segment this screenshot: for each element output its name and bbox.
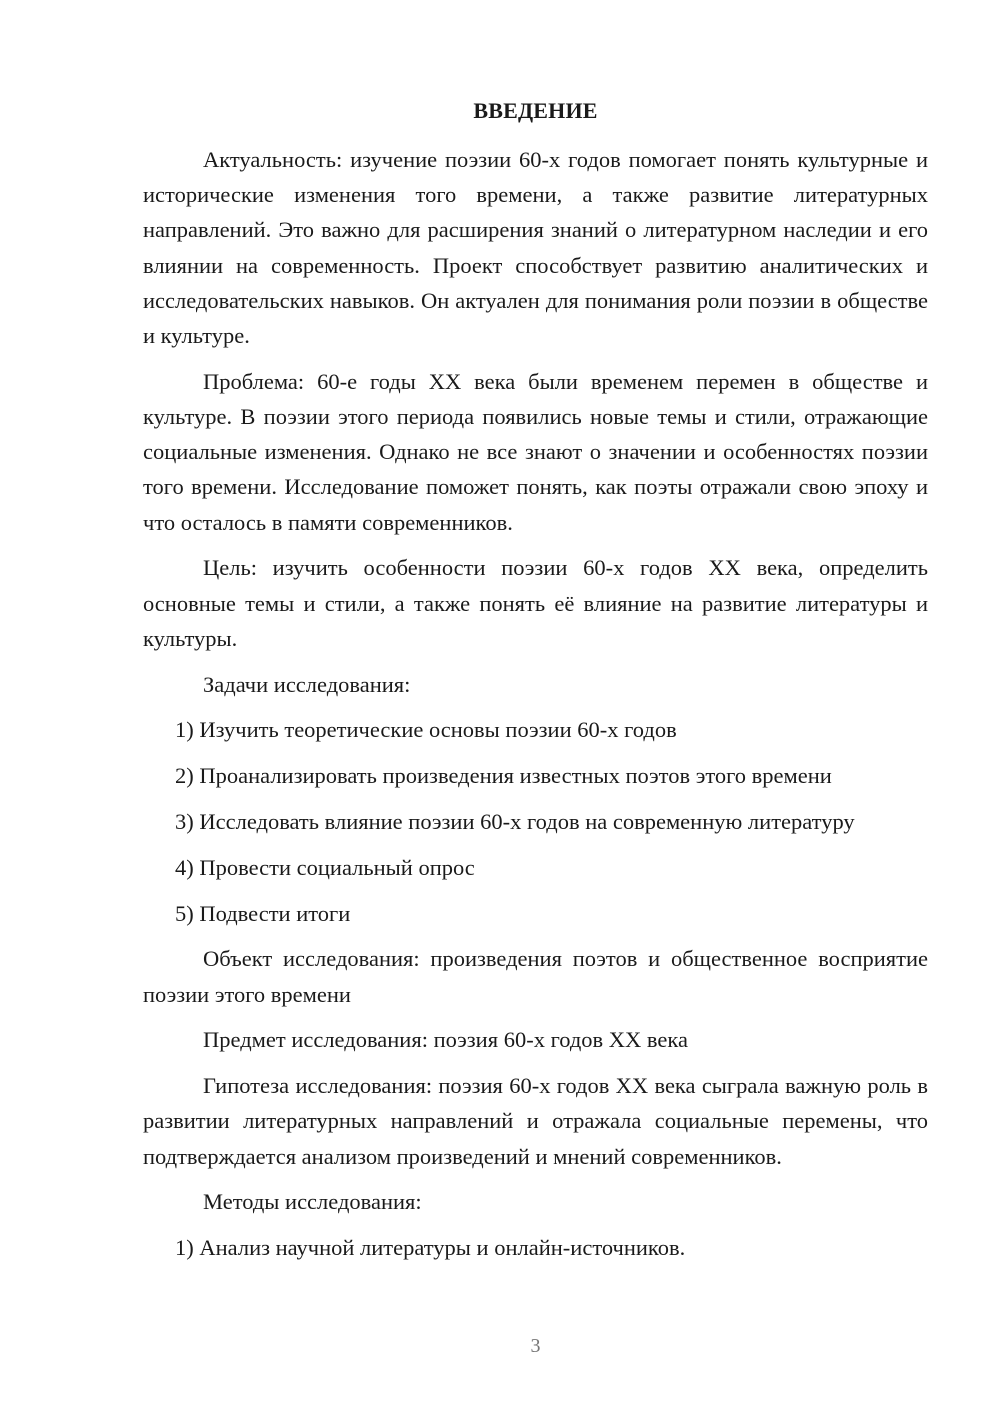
task-item: 1) Изучить теоретические основы поэзии 60-х годов [175,717,677,743]
goal-paragraph: Цель: изучить особенности поэзии 60-х годов XX века, определить основные темы и стили, а также понять её влияние на развитие литературы и культуры. [143,555,928,651]
section-heading: ВВЕДЕНИЕ [473,98,598,123]
subject-paragraph: Предмет исследования: поэзия 60-х годов XX века [203,1027,688,1053]
task-item: 2) Проанализировать произведения известных поэтов этого времени [175,763,832,789]
problem-paragraph: Проблема: 60-е годы XX века были временем перемен в обществе и культуре. В поэзии этого периода появились новые темы и стили, отражающие социальные изменения. Однако не все знают о значении и особенностях поэзии того времени. Исследование поможет понять, как поэты отражали свою эпоху и что осталось в памяти современников. [143,368,928,535]
tasks-title: Задачи исследования: [203,671,411,697]
hypothesis-paragraph: Гипотеза исследования: поэзия 60-х годов XX века сыграла важную роль в развитии литературных направлений и отражала социальные перемены, что подтверждается анализом произведений и мнений современников. [143,1073,928,1169]
page-number: 3 [530,1335,541,1357]
tasks-list [143,712,928,930]
task-item: 4) Провести социальный опрос [175,854,475,880]
methods-list [143,1230,928,1265]
methods-title: Методы исследования: [203,1189,422,1215]
object-paragraph: Объект исследования: произведения поэтов и общественное восприятие поэзии этого времени [143,946,928,1007]
relevance-paragraph: Актуальность: изучение поэзии 60-х годов помогает понять культурные и исторические изменения того времени, а также развитие литературных направлений. Это важно для расширения знаний о литературном наследии и его влиянии на современность. Проект способствует развитию аналитических и исследовательских навыков. Он актуален для понимания роли поэзии в обществе и культуре. [143,147,928,349]
method-item: 1) Анализ научной литературы и онлайн-источников. [175,1235,686,1261]
task-item: 5) Подвести итоги [175,900,351,926]
document-body [143,142,928,1276]
task-item: 3) Исследовать влияние поэзии 60-х годов на современную литературу [175,809,855,835]
